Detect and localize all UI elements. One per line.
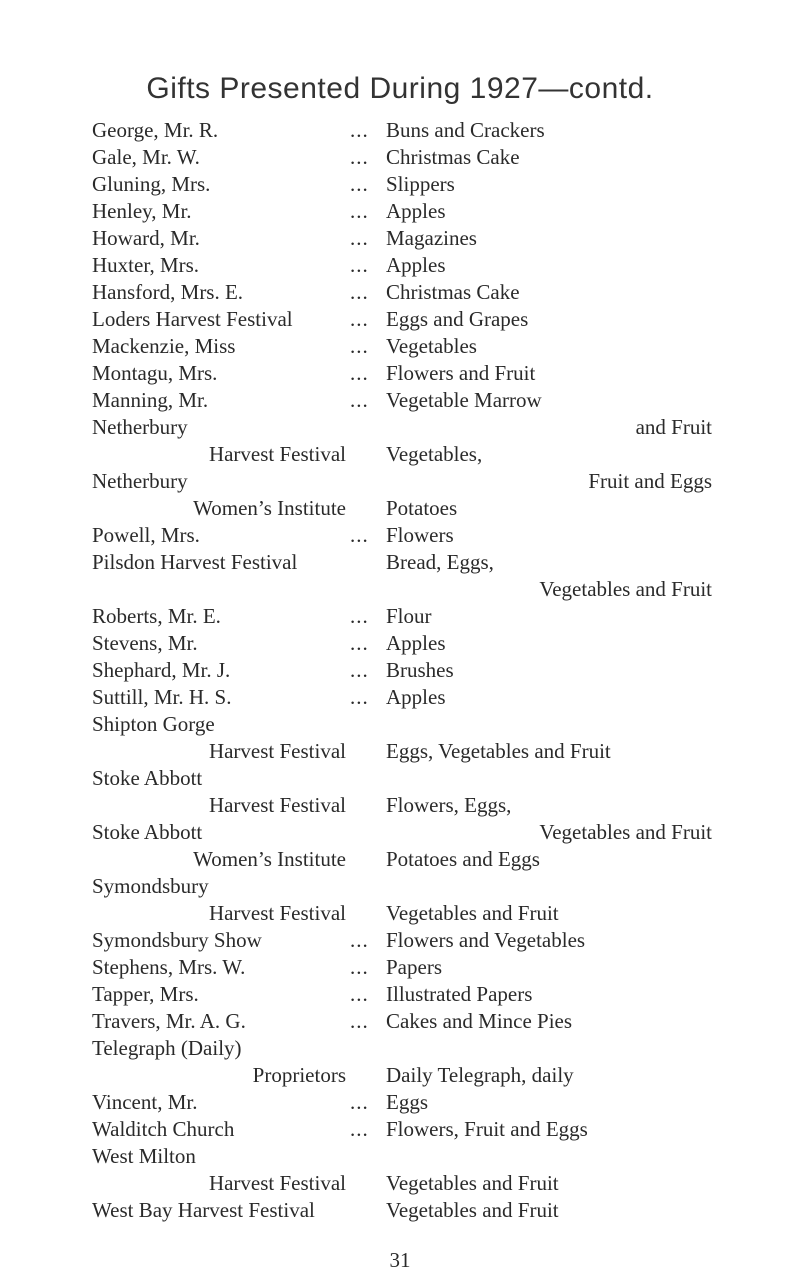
list-item [92,1170,732,1197]
donor: Hansford, Mrs. E. [92,280,244,304]
donor: Women’s Institute [193,847,346,871]
donor: Harvest Festival [208,901,346,925]
donor: West Bay Harvest Festival [92,1198,315,1222]
donor: Netherbury [92,415,188,439]
leader-dots: ... [350,118,369,142]
list-item [92,225,732,252]
gift: Apples [386,631,446,655]
gift: Vegetables and Fruit [386,1198,559,1222]
list-item [92,549,732,576]
gift: Magazines [386,226,477,250]
gift: Vegetable Marrow [386,388,542,412]
gift: Apples [386,199,446,223]
donor: Mackenzie, Miss [92,334,236,358]
leader-dots: ... [350,685,369,709]
leader-dots: ... [350,631,369,655]
gift: Daily Telegraph, daily [386,1063,574,1087]
list-item [92,441,732,468]
donor: Harvest Festival [208,793,346,817]
gift: Slippers [386,172,455,196]
donor: West Milton [92,1144,196,1168]
donor: Shipton Gorge [92,712,215,736]
leader-dots: ... [350,604,369,628]
gift: Bread, Eggs, [386,550,494,574]
list-item [92,414,732,441]
gift: Eggs [386,1090,428,1114]
leader-dots: ... [350,307,369,331]
donor: Henley, Mr. [92,199,192,223]
gift: Vegetables [386,334,477,358]
leader-dots: ... [350,982,369,1006]
gift: Buns and Crackers [386,118,545,142]
list-item [92,1116,732,1143]
gift: Eggs, Vegetables and Fruit [386,739,611,763]
gift: Vegetables and Fruit [386,1171,559,1195]
donor: Shephard, Mr. J. [92,658,231,682]
donor: Symondsbury [92,874,209,898]
gift: Flour [386,604,432,628]
list-item [92,981,732,1008]
list-item [92,360,732,387]
gift: Apples [386,685,446,709]
list-item [92,792,732,819]
leader-dots: ... [350,145,369,169]
leader-dots: ... [350,1117,369,1141]
donor: Proprietors [252,1063,346,1087]
list-item [92,198,732,225]
gift: Fruit and Eggs [588,469,712,493]
list-item [92,603,732,630]
list-item [92,819,732,846]
donor: Harvest Festival [208,739,346,763]
list-item [92,522,732,549]
donor: Powell, Mrs. [92,523,200,547]
leader-dots: ... [350,334,369,358]
list-item [92,1035,732,1062]
leader-dots: ... [350,928,369,952]
list-item [92,279,732,306]
gift: Vegetables, [386,442,483,466]
leader-dots: ... [350,361,369,385]
donor: Tapper, Mrs. [92,982,199,1006]
donor: Loders Harvest Festival [92,307,293,331]
list-item [92,333,732,360]
donor: Symondsbury Show [92,928,262,952]
list-item [92,171,732,198]
gift: Potatoes [386,496,458,520]
donor: Howard, Mr. [92,226,200,250]
list-item [92,306,732,333]
donor: Travers, Mr. A. G. [92,1009,246,1033]
gift: Cakes and Mince Pies [386,1009,573,1033]
list-item [92,1008,732,1035]
page-title: Gifts Presented During 1927—contd. [146,72,654,105]
list-item [92,495,732,522]
donor: George, Mr. R. [92,118,219,142]
gift: Flowers, Eggs, [386,793,512,817]
leader-dots: ... [350,658,369,682]
leader-dots: ... [350,253,369,277]
donor: Stoke Abbott [92,766,203,790]
donor: Stephens, Mrs. W. [92,955,246,979]
list-item [92,468,732,495]
leader-dots: ... [350,523,369,547]
gift: Flowers and Vegetables [386,928,586,952]
donor: Manning, Mr. [92,388,209,412]
list-item [92,144,732,171]
leader-dots: ... [350,226,369,250]
gift: Papers [386,955,442,979]
leader-dots: ... [350,199,369,223]
donor: Netherbury [92,469,188,493]
gift: Flowers and Fruit [386,361,536,385]
gift: Brushes [386,658,454,682]
list-item [92,900,732,927]
donor: Montagu, Mrs. [92,361,218,385]
list-item [92,684,732,711]
list-item [92,1089,732,1116]
list-item [92,954,732,981]
leader-dots: ... [350,280,369,304]
donor: Vincent, Mr. [92,1090,198,1114]
list-item [92,387,732,414]
gift: Eggs and Grapes [386,307,529,331]
leader-dots: ... [350,955,369,979]
donor: Harvest Festival [208,442,346,466]
list-item [92,738,732,765]
donor: Harvest Festival [208,1171,346,1195]
gift: Christmas Cake [386,280,520,304]
donor: Roberts, Mr. E. [92,604,221,628]
list-item [92,630,732,657]
list-item [92,1143,732,1170]
gift: Illustrated Papers [386,982,533,1006]
list-item [92,657,732,684]
gift: Vegetables and Fruit [539,820,712,844]
list-item [92,927,732,954]
gift: Vegetables and Fruit [386,901,559,925]
donor: Telegraph (Daily) [92,1036,242,1060]
donor: Gale, Mr. W. [92,145,200,169]
donor: Pilsdon Harvest Festival [92,550,298,574]
gifts-list [92,117,732,1224]
gift: Apples [386,253,446,277]
leader-dots: ... [350,1009,369,1033]
page-number: 31 [389,1248,411,1272]
donor: Gluning, Mrs. [92,172,211,196]
gift: Potatoes and Eggs [386,847,540,871]
list-item [92,873,732,900]
gift: Christmas Cake [386,145,520,169]
donor: Walditch Church [92,1117,235,1141]
donor: Stevens, Mr. [92,631,198,655]
list-item [92,711,732,738]
donor: Huxter, Mrs. [92,253,200,277]
donor: Stoke Abbott [92,820,203,844]
list-item [92,1062,732,1089]
list-item [92,252,732,279]
donor: Women’s Institute [193,496,346,520]
leader-dots: ... [350,172,369,196]
list-item [92,846,732,873]
gift: and Fruit [635,415,712,439]
list-item [92,576,732,603]
gift: Flowers, Fruit and Eggs [386,1117,588,1141]
leader-dots: ... [350,1090,369,1114]
gift: Flowers [386,523,454,547]
gift: Vegetables and Fruit [539,577,712,601]
leader-dots: ... [350,388,369,412]
list-item [92,117,732,144]
list-item [92,1197,732,1224]
list-item [92,765,732,792]
donor: Suttill, Mr. H. S. [92,685,232,709]
